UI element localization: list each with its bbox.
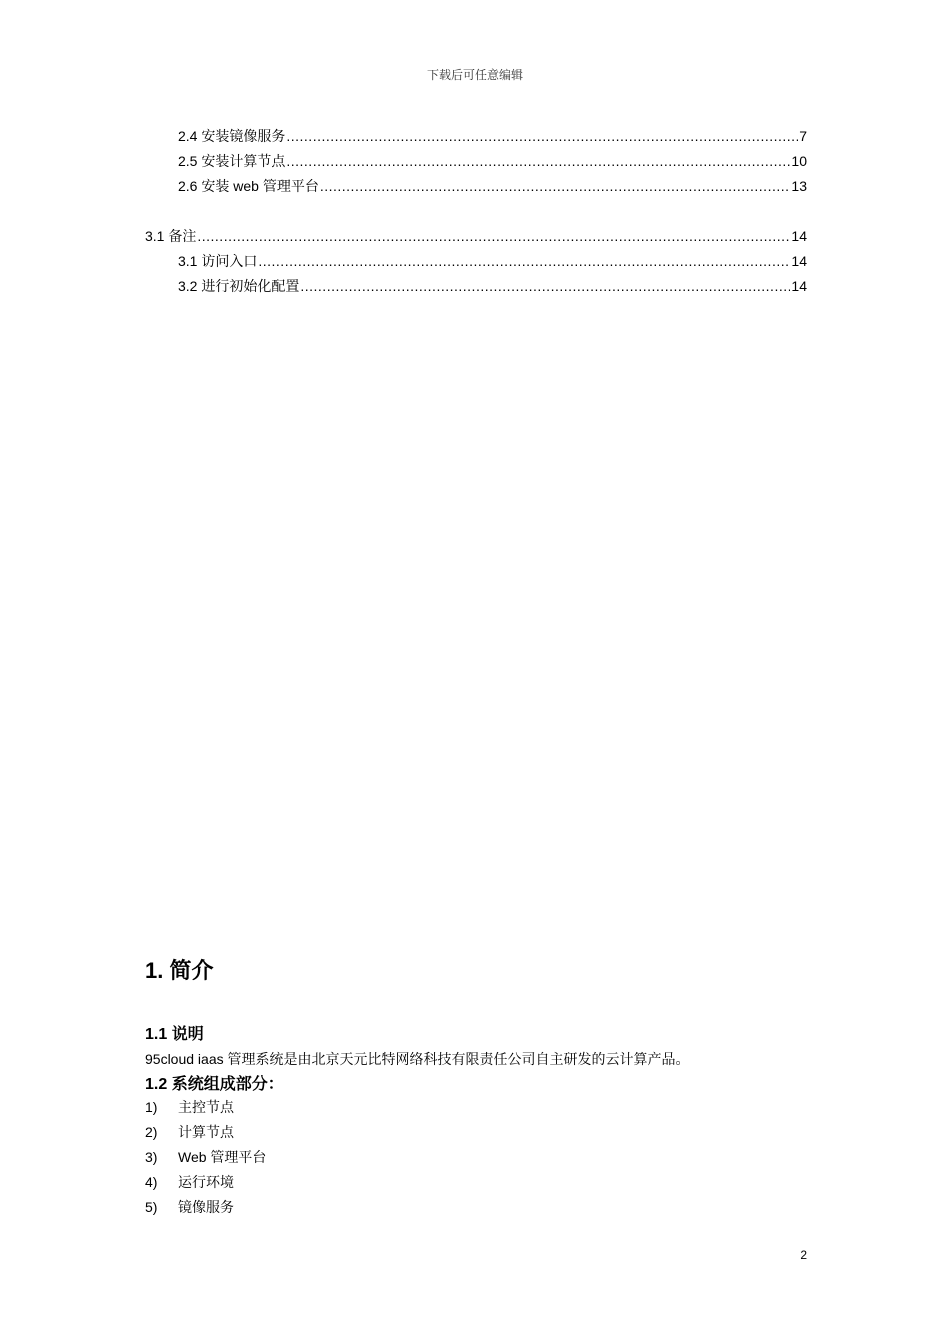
toc-entry[interactable] <box>178 126 807 146</box>
toc-entry[interactable] <box>178 251 807 271</box>
list-item <box>145 1145 266 1170</box>
list-item-text: Web 管理平台 <box>178 1149 267 1165</box>
toc-entry-title: 3.1 访问入口 <box>178 253 258 269</box>
subsection-heading: 1.2 系统组成部分： <box>145 1076 284 1093</box>
list-item-number: 2) <box>145 1124 158 1140</box>
toc-leader-dots <box>286 151 790 171</box>
toc-entry[interactable] <box>145 226 807 246</box>
component-list <box>145 1095 266 1220</box>
toc-leader-dots <box>320 176 791 196</box>
toc-entry-page: 14 <box>791 228 807 244</box>
section-heading: 1. 简介 <box>145 958 214 983</box>
page-header: 下载后可任意编辑 <box>426 68 523 82</box>
list-item-text: 镜像服务 <box>178 1199 234 1215</box>
toc-leader-dots <box>300 276 790 296</box>
list-item-number: 4) <box>145 1174 158 1190</box>
list-item-text: 运行环境 <box>178 1174 234 1190</box>
list-item-number: 1) <box>145 1099 158 1115</box>
toc-entry[interactable] <box>178 151 807 171</box>
toc-entry-page: 13 <box>791 178 807 194</box>
list-item-text: 计算节点 <box>178 1124 234 1140</box>
toc-entry-page: 7 <box>799 128 807 144</box>
toc-entry-page: 14 <box>791 278 807 294</box>
page-number: 2 <box>800 1248 807 1262</box>
toc-leader-dots <box>286 126 798 146</box>
toc-entry[interactable] <box>178 276 807 296</box>
toc-leader-dots <box>258 251 790 271</box>
toc-entry-title: 3.2 进行初始化配置 <box>178 278 300 294</box>
toc-entry-page: 10 <box>791 153 807 169</box>
toc-entry-title: 2.5 安装计算节点 <box>178 153 286 169</box>
list-item <box>145 1095 266 1120</box>
list-item <box>145 1170 266 1195</box>
subsection-heading: 1.1 说明 <box>145 1026 204 1043</box>
toc-leader-dots <box>197 226 790 246</box>
description-paragraph: 95cloud iaas 管理系统是由北京天元比特网络科技有限责任公司自主研发的云计算产品。 <box>145 1051 690 1067</box>
list-item-text: 主控节点 <box>178 1099 234 1115</box>
toc-entry[interactable] <box>178 176 807 196</box>
list-item-number: 3) <box>145 1149 158 1165</box>
list-item-number: 5) <box>145 1199 158 1215</box>
toc-entry-page: 14 <box>791 253 807 269</box>
toc-entry-title: 2.4 安装镜像服务 <box>178 128 286 144</box>
list-item <box>145 1195 266 1220</box>
toc-entry-title: 3.1 备注 <box>145 228 197 244</box>
toc-entry-title: 2.6 安装 web 管理平台 <box>178 178 319 194</box>
list-item <box>145 1120 266 1145</box>
